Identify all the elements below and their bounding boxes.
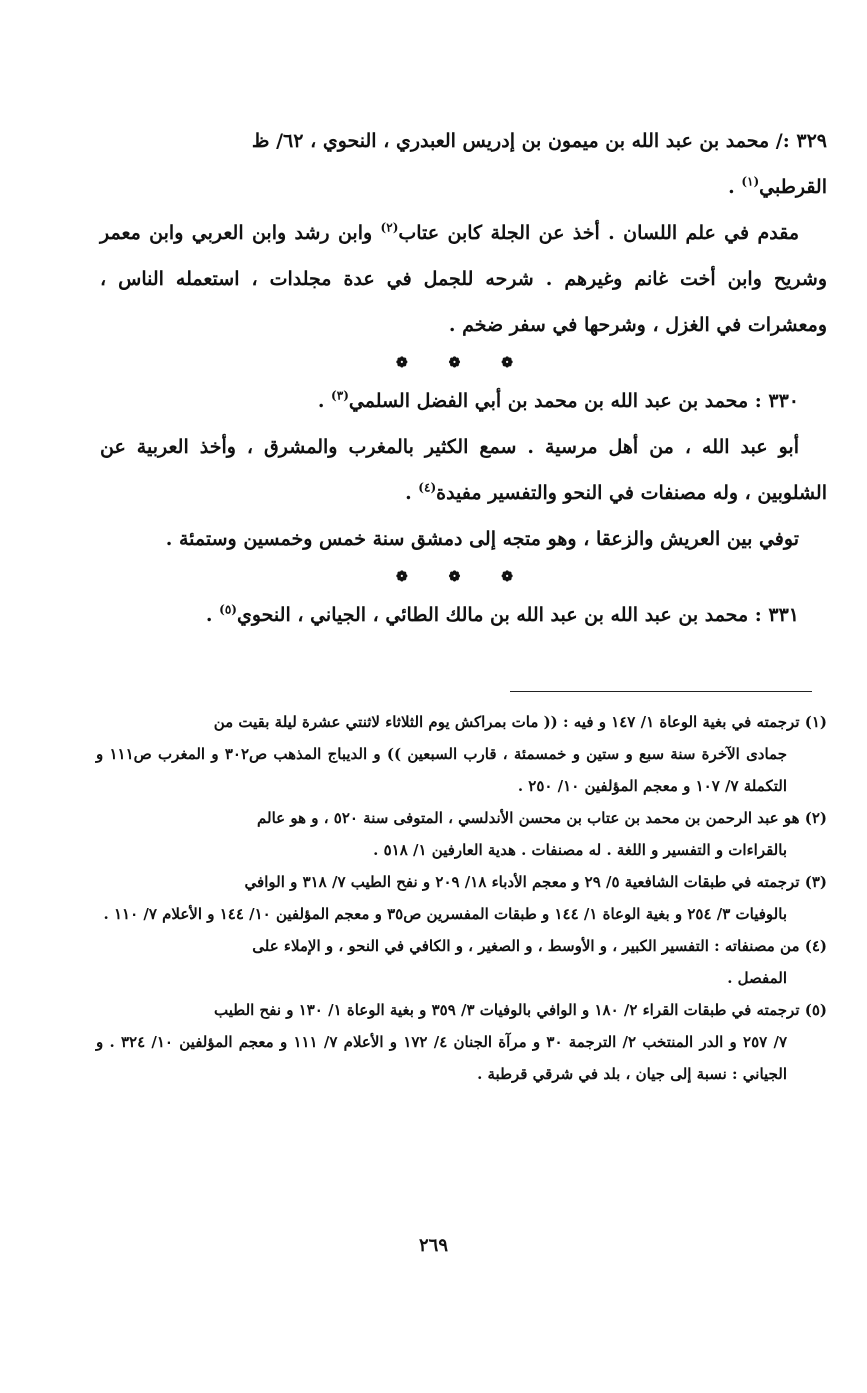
footnote-4	[96, 930, 827, 994]
entry-329-body-part-a: مقدم في علم اللسان . أخذ عن الجلة كابن عتاب	[398, 222, 799, 244]
footnote-1	[96, 706, 827, 802]
footnote-2-continuation: بالقراءات و التفسير و اللغة . له مصنفات . هدية العارفين ١/ ٥١٨ .	[373, 841, 787, 859]
entry-330-title: ٣٣٠ : محمد بن عبد الله بن محمد بن أبي الفضل السلمي	[348, 390, 799, 412]
footnote-1-continuation: جمادى الآخرة سنة سبع و ستين و خمسمئة ، قارب السبعين )) و الديباج المذهب ص٣٠٢ و المغرب ص١١١ و التكملة ٧/ ١٠٧ و معجم المؤلفين ١٠/ ٢٥٠ .	[96, 745, 788, 795]
footnote-4-continuation: المفصل .	[727, 969, 787, 987]
entry-330-body-2: توفي بين العريش والزعقا ، وهو متجه إلى دمشق سنة خمس وخمسين وستمئة .	[165, 528, 799, 550]
footnote-5-continuation: ٧/ ٢٥٧ و الدر المنتخب ٢/ الترجمة ٣٠ و مرآة الجنان ٤/ ١٧٢ و الأعلام ٧/ ١١١ و معجم المؤلفين ١٠/ ٣٢٤ . و الجياني : نسبة إلى جيان ، بلد في شرقي قرطبة .	[96, 1033, 788, 1083]
footnote-marker-1: (١)	[741, 174, 760, 189]
footnote-marker-3: (٣)	[331, 388, 349, 403]
entry-329-body	[100, 210, 827, 348]
entry-329-heading: ٣٢٩ :/ محمد بن عبد الله بن ميمون بن إدريس العبدري ، النحوي ، ٦٢/ ظ القرطبي$^{(١)}$ .	[251, 130, 827, 198]
footnote-3	[96, 866, 827, 930]
footnote-marker-5: (٥)	[219, 602, 237, 617]
entry-329-line1: ٣٢٩ :/ محمد بن عبد الله بن ميمون بن إدريس العبدري ، النحوي ، ٦٢/ ظ	[251, 130, 827, 152]
footnote-marker-2: (٢)	[380, 220, 399, 235]
main-text	[100, 118, 827, 638]
entry-330-heading: ٣٣٠ : محمد بن عبد الله بن محمد بن أبي الفضل السلمي$^{(٣)}$ .	[317, 388, 799, 412]
section-divider-stars: ❁ ❁ ❁	[396, 355, 531, 371]
footnote-5	[96, 994, 827, 1090]
footnote-3-continuation: بالوفيات ٣/ ٢٥٤ و بغية الوعاة ١/ ١٤٤ و طبقات المفسرين ص٣٥ و معجم المؤلفين ١٠/ ١٤٤ و الأعلام ٧/ ١١٠ .	[103, 905, 787, 923]
footnote-separator	[510, 691, 812, 692]
page-number: ٢٦٩	[418, 1235, 448, 1256]
entry-329-line2: القرطبي	[759, 176, 827, 198]
footnote-2	[96, 802, 827, 866]
footnotes	[96, 706, 827, 1090]
entry-330-body-part-a: أبو عبد الله ، من أهل مرسية . سمع الكثير بالمغرب والمشرق ، وأخذ العربية عن الشلوبين ، وله مصنفات في النحو والتفسير مفيدة	[100, 436, 827, 504]
entry-329-body-part-b: وابن رشد وابن العربي وابن معمر وشريح وابن أخت غانم وغيرهم . شرحه للجمل في عدة مجلدات ، استعمله الناس ، ومعشرات في الغزل ، وشرحها في سفر ضخم .	[100, 222, 827, 336]
entry-330-body: أبو عبد الله ، من أهل مرسية . سمع الكثير بالمغرب والمشرق ، وأخذ العربية عن الشلوبين ، وله مصنفات في النحو والتفسير مفيدة$^{(٤)}$ .	[100, 436, 827, 504]
footnote-5-first-line: (٥) ترجمته في طبقات القراء ٢/ ١٨٠ و الوافي بالوفيات ٣/ ٣٥٩ و بغية الوعاة ١/ ١٣٠ و نفح الطيب	[214, 1001, 827, 1019]
footnote-4-first-line: (٤) من مصنفاته : التفسير الكبير ، و الأوسط ، و الصغير ، و الكافي في النحو ، و الإملاء على	[252, 937, 827, 955]
footnote-marker-4: (٤)	[418, 480, 437, 495]
footnote-3-first-line: (٣) ترجمته في طبقات الشافعية ٥/ ٢٩ و معجم الأدباء ١٨/ ٢٠٩ و نفح الطيب ٧/ ٣١٨ و الوافي	[244, 873, 827, 891]
entry-331-title: ٣٣١ : محمد بن عبد الله بن عبد الله بن مالك الطائي ، الجياني ، النحوي	[236, 604, 799, 626]
footnote-2-first-line: (٢) هو عبد الرحمن بن محمد بن عتاب بن محسن الأندلسي ، المتوفى سنة ٥٢٠ ، و هو عالم	[257, 809, 827, 827]
section-divider-stars-2: ❁ ❁ ❁	[396, 569, 531, 585]
footnote-1-first-line: (١) ترجمته في بغية الوعاة ١/ ١٤٧ و فيه : (( مات بمراكش يوم الثلاثاء لاثنتي عشرة ليلة بقيت من	[213, 713, 827, 731]
entry-331-heading: ٣٣١ : محمد بن عبد الله بن عبد الله بن مالك الطائي ، الجياني ، النحوي$^{(٥)}$ .	[205, 602, 799, 626]
